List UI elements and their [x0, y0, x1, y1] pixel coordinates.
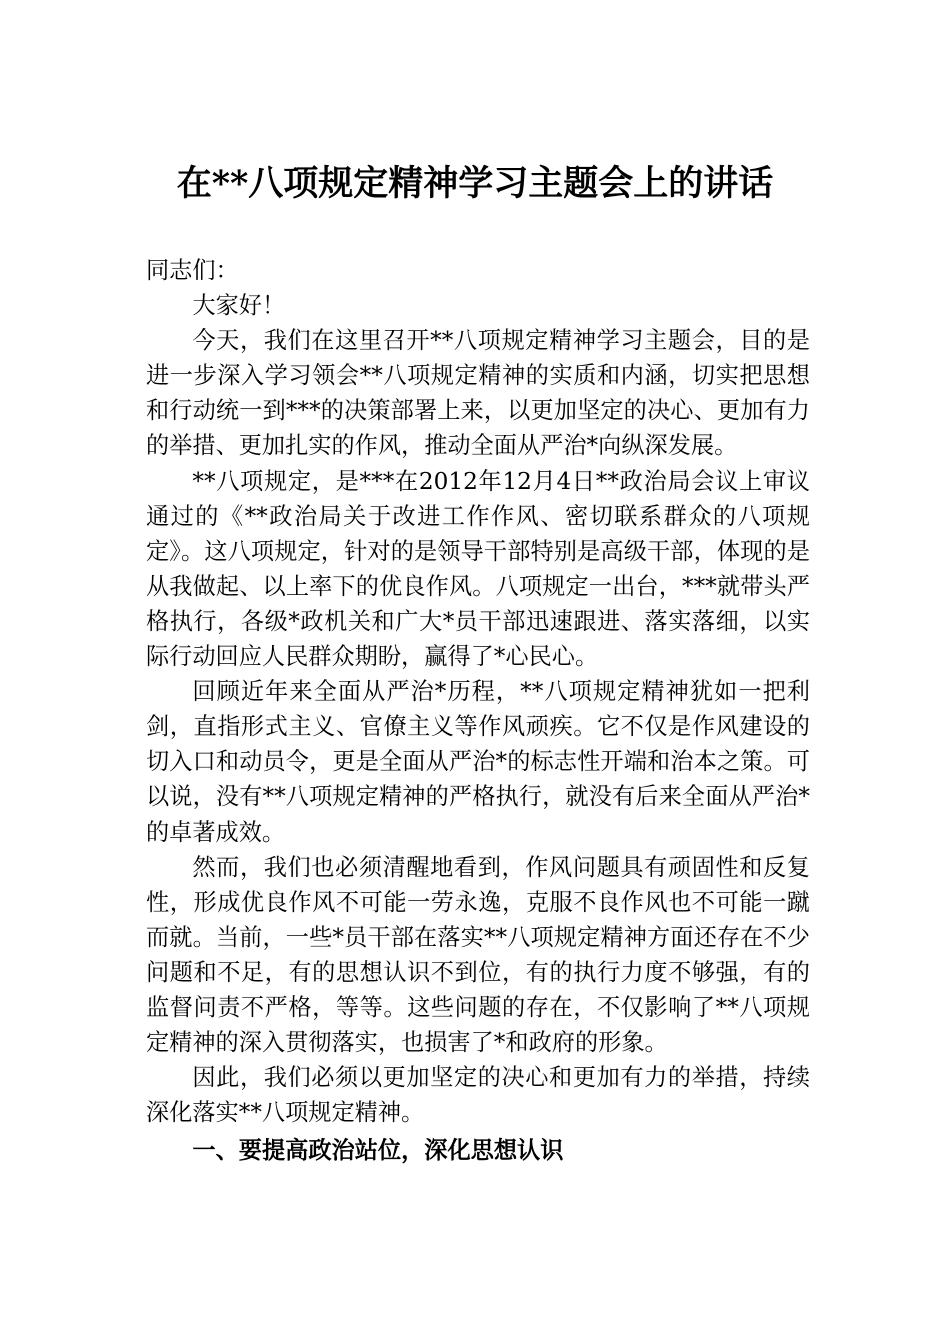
document-title: 在**八项规定精神学习主题会上的讲话 — [176, 163, 774, 204]
section-heading: 一、要提高政治站位，深化思想认识 — [192, 1137, 564, 1165]
paragraph-conclusion: 因此，我们必须以更加坚定的决心和更加有力的举措，持续深化落实**八项规定精神。 — [146, 1064, 810, 1127]
paragraph-purpose: 今天，我们在这里召开**八项规定精神学习主题会，目的是进一步深入学习领会**八项规定精神的实质和内涵，切实把思想和行动统一到***的决策部署上来，以更加坚定的决心、更加有力的举措、更加扎实的作风，推动全面从严治*向纵深发展。 — [146, 327, 810, 460]
paragraph-problems: 然而，我们也必须清醒地看到，作风问题具有顽固性和反复性，形成优良作风不可能一劳永逸，克服不良作风也不可能一蹴而就。当前，一些*员干部在落实**八项规定精神方面还存在不少问题和不足，有的思想认识不到位，有的执行力度不够强，有的监督问责不严格，等等。这些问题的存在，不仅影响了**八项规定精神的深入贯彻落实，也损害了*和政府的形象。 — [146, 853, 810, 1057]
document-body — [146, 253, 810, 1170]
salutation: 同志们： — [146, 257, 239, 284]
paragraph-greeting: 大家好！ — [192, 292, 286, 320]
paragraph-review: 回顾近年来全面从严治*历程，**八项规定精神犹如一把利剑，直指形式主义、官僚主义等作风顽疾。它不仅是作风建设的切入口和动员令，更是全面从严治*的标志性开端和治本之策。可以说，没有**八项规定精神的严格执行，就没有后来全面从严治*的卓著成效。 — [146, 678, 810, 846]
paragraph-background: **八项规定，是***在2012年12月4日**政治局会议上审议通过的《**政治局关于改进工作作风、密切联系群众的八项规定》。这八项规定，针对的是领导干部特别是高级干部，体现的是从我做起、以上率下的优良作风。八项规定一出台，***就带头严格执行，各级*政机关和广大*员干部迅速跟进、落实落细，以实际行动回应人民群众期盼，赢得了*心民心。 — [146, 467, 810, 671]
